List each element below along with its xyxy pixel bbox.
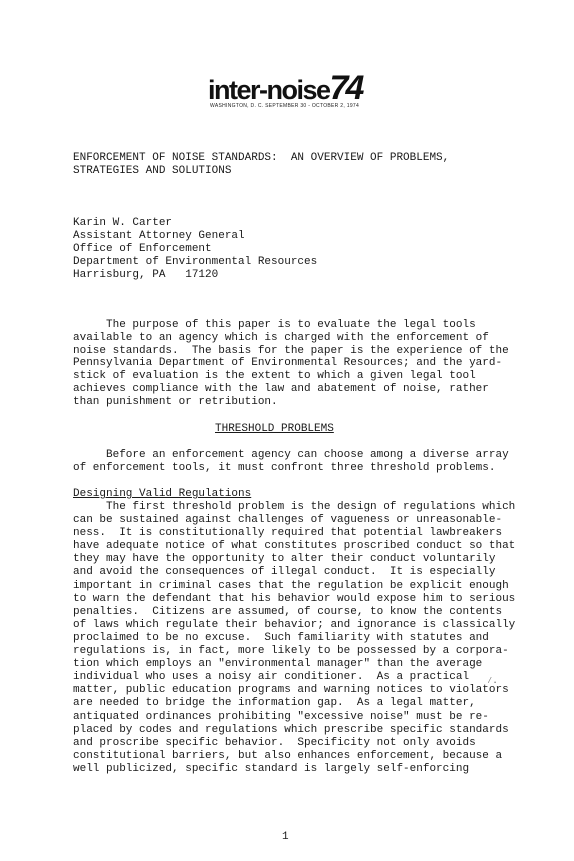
body-paragraph: The first threshold problem is the design of regulations which can be sustained against challenges of vagueness or unreasonable- ness. It is constitutionally required that potential lawbreakers have adequate notice of what constitutes proscribed conduct so that they may have the opportunity to alter their conduct voluntarily and avoid the consequences of illegal conduct. It is especially important in criminal cases that the regulation be explicit enough to warn the defendant that his behavior would expose him to serious penalties. Citizens are assumed, of course, to know the contents of laws which regulate their behavior; and ignorance is classically proclaimed to be no excuse. Such familiarity with statutes and regulations is, in fact, more likely to be possessed by a corpora- tion which employs an "environmental manager" than the average individual who uses a noisy air conditioner. As a practical matter, public education programs and warning notices to violators are needed to bridge the information gap. As a legal matter, antiquated ordinances prohibiting "excessive noise" must be re- placed by codes and regulations which prescribe specific standards and proscribe specific behavior. Specificity not only avoids constitutional barriers, but also enhances enforcement, because a well publicized, specific standard is largely self-enforcing: [73, 501, 516, 775]
logo-name: inter-noise: [208, 75, 330, 105]
margin-mark: ⁄.: [487, 676, 498, 686]
logo-year: 74: [329, 69, 362, 107]
page-number: 1: [282, 831, 289, 843]
paper-title: ENFORCEMENT OF NOISE STANDARDS: AN OVERVIEW OF PROBLEMS, STRATEGIES AND SOLUTIONS: [73, 152, 450, 177]
subsection-heading: Designing Valid Regulations: [73, 488, 252, 500]
threshold-paragraph: Before an enforcement agency can choose among a diverse array of enforcement tools, it must confront three threshold problems.: [73, 449, 509, 474]
conference-logo: [208, 69, 362, 109]
intro-paragraph: The purpose of this paper is to evaluate the legal tools available to an agency which is charged with the enforcement of noise standards. The basis for the paper is the experience of the Pennsylvania Department of Environmental Resources; and the yard- stick of evaluation is the extent to which a given legal tool achieves compliance with the law and abatement of noise, rather than punishment or retribution.: [73, 319, 509, 408]
logo-subtitle: WASHINGTON, D. C. SEPTEMBER 30 - OCTOBER 2, 1974: [210, 103, 360, 109]
section-heading: THRESHOLD PROBLEMS: [215, 423, 334, 435]
author-block: Karin W. Carter Assistant Attorney General Office of Enforcement Department of Environmental Resources Harrisburg, PA 17120: [73, 217, 318, 281]
